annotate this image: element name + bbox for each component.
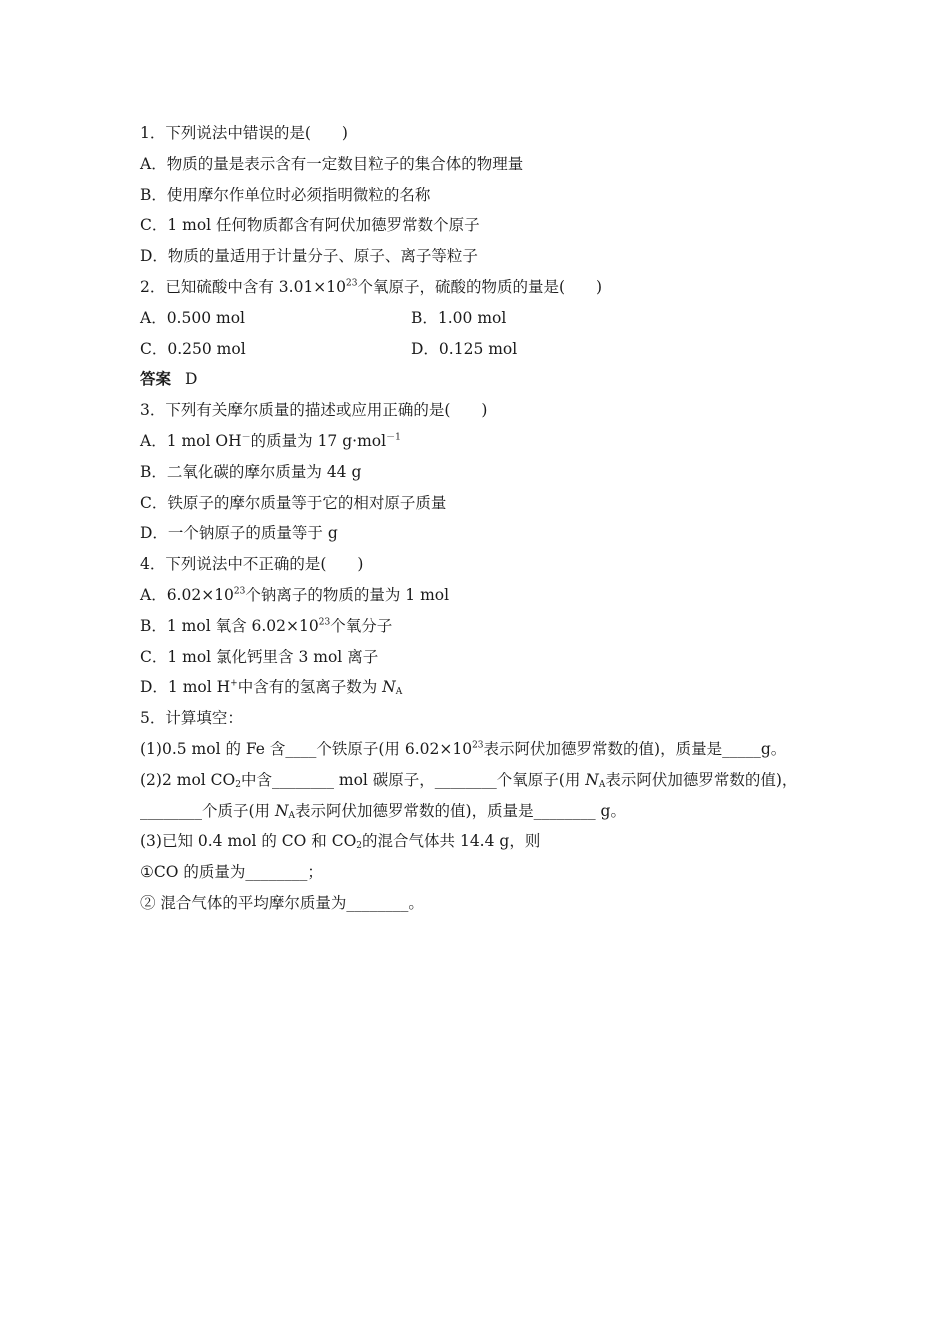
question-4-option-b: B．1 mol 氧含 $6.02\times 10^{23}$个氧分子 xyxy=(140,616,393,635)
question-5-part-3-i: ①CO 的质量为________； xyxy=(140,863,323,882)
question-4-option-a: A．$6.02\times 10^{23}$个钠离子的物质的量为 1 mol xyxy=(140,585,450,604)
question-5-part-1: (1)0.5 mol 的 Fe 含____个铁原子(用 $6.02\times 10^{23}$表示阿伏加德罗常数的值)，质量是_____g。 xyxy=(140,739,787,758)
answer-value: D xyxy=(185,370,198,389)
question-5-stem: 5．计算填空： xyxy=(140,709,243,728)
question-2-options-row-1 xyxy=(140,303,830,334)
question-2-option-c: C．0.250 mol xyxy=(140,339,246,358)
question-2-option-a: A．0.500 mol xyxy=(140,308,245,327)
question-1-option-d: D．物质的量适用于计量分子、原子、离子等粒子 xyxy=(140,247,478,266)
question-3-stem: 3．下列有关摩尔质量的描述或应用正确的是( ) xyxy=(140,401,488,420)
question-4-option-d: D．1 mol H+中含有的氢离子数为 $N_A$ xyxy=(140,678,403,698)
question-5-part-3: (3)已知 0.4 mol 的 CO 和 $CO_2$的混合气体共 14.4 g，则 xyxy=(140,832,541,852)
question-4-stem: 4．下列说法中不正确的是( ) xyxy=(140,555,364,574)
question-3-option-b: B．二氧化碳的摩尔质量为 44 g xyxy=(140,462,362,481)
question-3-option-a: A．1 mol OH－的质量为 17 g·mol$^{-1}$ xyxy=(140,431,401,450)
question-2-answer xyxy=(140,364,830,395)
question-1-option-b: B．使用摩尔作单位时必须指明微粒的名称 xyxy=(140,185,431,204)
question-2-option-b: B．1.00 mol xyxy=(411,308,507,327)
question-2-stem: 2．已知硫酸中含有 $3.01\times 10^{23}$个氧原子，硫酸的物质的量是( ) xyxy=(140,277,603,296)
question-2-options-row-2 xyxy=(140,334,830,365)
question-5-part-2-line-2: ________个质子(用 $N_A$表示阿伏加德罗常数的值)，质量是________ g。 xyxy=(140,801,626,821)
question-5-part-2-line-1: (2)2 mol $CO_2$中含________ mol 碳原子，________个氧原子(用 $N_A$表示阿伏加德罗常数的值)， xyxy=(140,770,798,790)
question-1-stem: 1．下列说法中错误的是( ) xyxy=(140,124,348,142)
question-3-option-d: D．一个钠原子的质量等于 g xyxy=(140,524,338,543)
question-1-option-a: A．物质的量是表示含有一定数目粒子的集合体的物理量 xyxy=(140,154,524,173)
question-3-option-c: C．铁原子的摩尔质量等于它的相对原子质量 xyxy=(140,493,447,512)
document-page xyxy=(140,118,830,919)
question-5-part-3-ii: ② 混合气体的平均摩尔质量为________。 xyxy=(140,893,424,912)
answer-label: 答案 xyxy=(140,369,172,389)
question-4-option-c: C．1 mol 氯化钙里含 3 mol 离子 xyxy=(140,647,379,666)
question-1-option-c: C．1 mol 任何物质都含有阿伏加德罗常数个原子 xyxy=(140,216,480,235)
question-2-option-d: D．0.125 mol xyxy=(411,339,518,358)
